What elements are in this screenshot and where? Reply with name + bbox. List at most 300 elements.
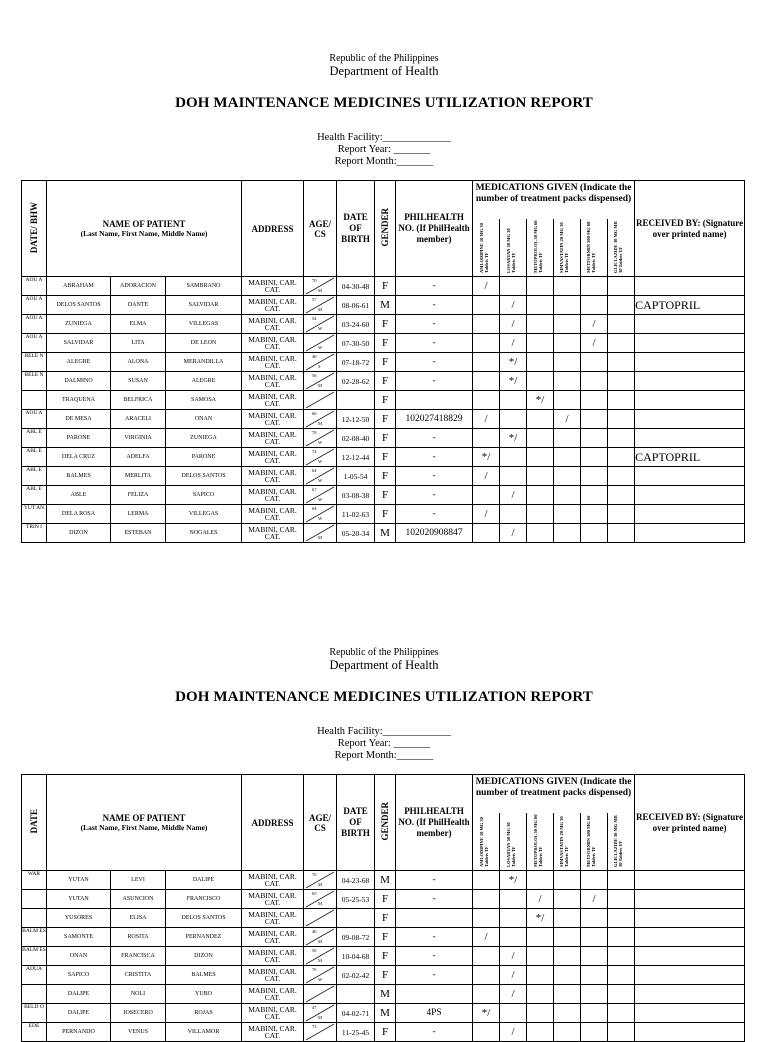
table-row xyxy=(22,985,745,1004)
age-cs-cell xyxy=(304,486,337,505)
med-mark-cell xyxy=(581,391,608,410)
last-name-cell: ONAN xyxy=(47,947,111,966)
gender-cell: M xyxy=(375,1004,396,1023)
gender-cell: F xyxy=(375,277,396,296)
civil-status-value: M xyxy=(318,288,323,293)
received-by-cell xyxy=(635,429,745,448)
med-mark-cell xyxy=(554,890,581,909)
med-mark-cell xyxy=(527,1004,554,1023)
med-mark-cell xyxy=(554,909,581,928)
med-mark-cell xyxy=(608,410,635,429)
age-cs-cell xyxy=(304,372,337,391)
med-mark-cell xyxy=(527,524,554,543)
med-mark-cell xyxy=(473,315,500,334)
table-row xyxy=(22,467,745,486)
med-mark-cell xyxy=(581,928,608,947)
bhw-cell: AOU A xyxy=(22,334,47,353)
bhw-cell: YUT AN xyxy=(22,505,47,524)
med-mark-cell xyxy=(527,486,554,505)
table-body xyxy=(22,871,745,1042)
address-cell: MABINI, CAR. CAT. xyxy=(242,909,304,928)
table-row xyxy=(22,966,745,985)
table-row xyxy=(22,928,745,947)
med-mark-cell xyxy=(554,296,581,315)
table-row xyxy=(22,277,745,296)
received-by-cell xyxy=(635,947,745,966)
med-mark-cell xyxy=(500,467,527,486)
table-row xyxy=(22,871,745,890)
gender-cell: F xyxy=(375,966,396,985)
med-mark-cell: / xyxy=(500,334,527,353)
gender-header: GENDER xyxy=(375,181,396,277)
med-col-5: METFORMIN 500 MG 60 Tablets TF xyxy=(586,221,597,273)
middle-name-cell: DELOS SANTOS xyxy=(166,467,242,486)
philhealth-cell: - xyxy=(396,429,473,448)
gender-cell: F xyxy=(375,928,396,947)
med-mark-cell xyxy=(608,928,635,947)
med-mark-cell xyxy=(500,505,527,524)
first-name-cell: CRISTITA xyxy=(111,966,166,985)
age-value: 50 xyxy=(312,948,317,953)
bhw-cell xyxy=(22,391,47,410)
address-cell: MABINI, CAR. CAT. xyxy=(242,486,304,505)
age-cs-cell xyxy=(304,448,337,467)
med-mark-cell xyxy=(608,467,635,486)
med-mark-cell xyxy=(608,391,635,410)
address-cell: MABINI, CAR. CAT. xyxy=(242,372,304,391)
med-mark-cell: / xyxy=(554,410,581,429)
philhealth-cell: - xyxy=(396,486,473,505)
med-mark-cell: */ xyxy=(500,871,527,890)
med-mark-cell xyxy=(473,486,500,505)
civil-status-value: W xyxy=(318,345,323,350)
med-mark-cell xyxy=(554,1004,581,1023)
table-row xyxy=(22,1023,745,1042)
philhealth-cell: - xyxy=(396,467,473,486)
civil-status-value: M xyxy=(318,307,323,312)
address-cell: MABINI, CAR. CAT. xyxy=(242,467,304,486)
table-row xyxy=(22,353,745,372)
gender-cell: F xyxy=(375,372,396,391)
last-name-cell: DIZON xyxy=(47,524,111,543)
first-name-cell: ADELFA xyxy=(111,448,166,467)
first-name-cell: LERMA xyxy=(111,505,166,524)
report-title: DOH MAINTENANCE MEDICINES UTILIZATION REPORT xyxy=(175,95,593,111)
gender-cell: F xyxy=(375,890,396,909)
header-row xyxy=(22,181,745,277)
date-header: DATE xyxy=(22,775,47,871)
med-mark-cell xyxy=(581,505,608,524)
med-mark-cell: */ xyxy=(500,372,527,391)
middle-name-cell: ALEGRE xyxy=(166,372,242,391)
med-mark-cell: / xyxy=(500,985,527,1004)
received-by-cell xyxy=(635,985,745,1004)
bhw-cell: AOU A xyxy=(22,277,47,296)
address-cell: MABINI, CAR. CAT. xyxy=(242,277,304,296)
med-mark-cell xyxy=(581,1004,608,1023)
received-by-cell xyxy=(635,1004,745,1023)
bhw-cell: AOU A xyxy=(22,296,47,315)
med-mark-cell xyxy=(581,372,608,391)
med-mark-cell xyxy=(608,890,635,909)
gender-cell: F xyxy=(375,486,396,505)
gender-cell: F xyxy=(375,505,396,524)
medications-header: MEDICATIONS GIVEN (Indicate the number of treatment packs dispensed) AMLODIPINE 10 MG 30 Tablets TF LOSARTAN 50 MG 30 Tablets TF METOPROLOL 50 MG 60 Tablets TF SIMVASTATIN 20 MG 30 Tablets TF METFORMIN 500 MG 60 Tablets TF GLICLAZIDE 30 MG MR 30 Tablets TF xyxy=(473,181,635,277)
med-mark-cell xyxy=(473,1023,500,1042)
table-row xyxy=(22,909,745,928)
med-mark-cell xyxy=(473,296,500,315)
gender-cell: M xyxy=(375,985,396,1004)
last-name-cell: BALMES xyxy=(47,467,111,486)
med-mark-cell xyxy=(500,410,527,429)
med-mark-cell xyxy=(527,1023,554,1042)
med-mark-cell xyxy=(527,467,554,486)
bhw-cell: BELE N xyxy=(22,353,47,372)
med-mark-cell xyxy=(473,871,500,890)
med-mark-cell: */ xyxy=(527,909,554,928)
med-mark-cell: / xyxy=(500,966,527,985)
gender-cell: F xyxy=(375,448,396,467)
med-mark-cell xyxy=(581,467,608,486)
med-col-2: LOSARTAN 50 MG 30 Tablets TF xyxy=(505,822,516,867)
med-mark-cell xyxy=(554,1023,581,1042)
philhealth-cell: - xyxy=(396,277,473,296)
philhealth-cell: 102020908847 xyxy=(396,524,473,543)
med-col-6: GLICLAZIDE 30 MG MR 30 Tablets TF xyxy=(613,815,624,867)
med-mark-cell xyxy=(527,947,554,966)
med-mark-cell xyxy=(608,985,635,1004)
last-name-cell: PARONE xyxy=(47,429,111,448)
report-year-field: Report Year: _______ xyxy=(337,144,431,155)
utilization-table xyxy=(21,180,745,543)
dob-cell: 04-02-71 xyxy=(337,1004,375,1023)
gender-cell: F xyxy=(375,429,396,448)
philhealth-cell: - xyxy=(396,890,473,909)
received-by-cell xyxy=(635,871,745,890)
med-mark-cell xyxy=(581,410,608,429)
age-cs-cell xyxy=(304,429,337,448)
middle-name-cell: SAPICO xyxy=(166,486,242,505)
table-row xyxy=(22,296,745,315)
med-mark-cell: */ xyxy=(473,1004,500,1023)
age-value: 74 xyxy=(312,449,317,454)
table-row xyxy=(22,429,745,448)
med-mark-cell xyxy=(554,467,581,486)
bhw-cell: BALM ES xyxy=(22,928,47,947)
bhw-cell: BALM ES xyxy=(22,947,47,966)
middle-name-cell: DIZON xyxy=(166,947,242,966)
med-mark-cell xyxy=(554,947,581,966)
med-mark-cell xyxy=(581,486,608,505)
last-name-cell: DELA ROSA xyxy=(47,505,111,524)
last-name-cell: ZUNIEGA xyxy=(47,315,111,334)
med-mark-cell xyxy=(473,524,500,543)
report-year-field: Report Year: _______ xyxy=(337,738,431,749)
dob-cell: 11-02-63 xyxy=(337,505,375,524)
age-value: 46 xyxy=(312,354,317,359)
med-mark-cell xyxy=(581,524,608,543)
department-heading: Department of Health xyxy=(329,64,439,78)
med-mark-cell xyxy=(608,1023,635,1042)
middle-name-cell: SAMBRANO xyxy=(166,277,242,296)
dob-cell: 1-05-54 xyxy=(337,467,375,486)
age-cs-cell xyxy=(304,909,337,928)
dob-cell: 04-23-68 xyxy=(337,871,375,890)
age-value: 66 xyxy=(312,411,317,416)
gender-cell: F xyxy=(375,909,396,928)
middle-name-cell: DE LEON xyxy=(166,334,242,353)
med-mark-cell: / xyxy=(500,1023,527,1042)
bhw-cell: ABL E xyxy=(22,448,47,467)
age-cs-cell xyxy=(304,966,337,985)
med-mark-cell xyxy=(581,966,608,985)
med-mark-cell: / xyxy=(500,947,527,966)
civil-status-value: W xyxy=(318,459,323,464)
civil-status-value: M xyxy=(318,882,323,887)
address-cell: MABINI, CAR. CAT. xyxy=(242,391,304,410)
first-name-cell: JOSECERO xyxy=(111,1004,166,1023)
received-by-header: RECEIVED BY: (Signature over printed name) xyxy=(635,775,745,871)
first-name-cell: LEVI xyxy=(111,871,166,890)
med-mark-cell xyxy=(473,890,500,909)
age-cs-cell xyxy=(304,505,337,524)
address-cell: MABINI, CAR. CAT. xyxy=(242,1023,304,1042)
med-mark-cell xyxy=(581,871,608,890)
address-cell: MABINI, CAR. CAT. xyxy=(242,985,304,1004)
table-row xyxy=(22,505,745,524)
middle-name-cell: ONAN xyxy=(166,410,242,429)
civil-status-value: M xyxy=(318,383,323,388)
bhw-cell: BELE N xyxy=(22,372,47,391)
bhw-cell: ADUA xyxy=(22,966,47,985)
med-mark-cell: / xyxy=(500,296,527,315)
med-mark-cell xyxy=(608,372,635,391)
age-cs-cell xyxy=(304,524,337,543)
dob-cell: 12-12-50 xyxy=(337,410,375,429)
age-cs-cell xyxy=(304,890,337,909)
philhealth-cell: - xyxy=(396,928,473,947)
dob-cell xyxy=(337,985,375,1004)
med-mark-cell xyxy=(554,486,581,505)
first-name-cell: DANTE xyxy=(111,296,166,315)
med-mark-cell xyxy=(581,277,608,296)
first-name-cell: LITA xyxy=(111,334,166,353)
civil-status-value: M xyxy=(318,1015,323,1020)
address-cell: MABINI, CAR. CAT. xyxy=(242,353,304,372)
middle-name-cell: YUBO xyxy=(166,985,242,1004)
med-mark-cell xyxy=(473,372,500,391)
med-mark-cell xyxy=(527,928,554,947)
age-value: 76 xyxy=(312,967,317,972)
table-row xyxy=(22,1004,745,1023)
gender-cell: M xyxy=(375,871,396,890)
last-name-cell: ALEGRE xyxy=(47,353,111,372)
address-header: ADDRESS xyxy=(242,775,304,871)
med-mark-cell xyxy=(608,334,635,353)
age-cs-cell xyxy=(304,391,337,410)
gender-cell: F xyxy=(375,947,396,966)
received-by-cell: CAPTOPRIL xyxy=(635,448,745,467)
middle-name-cell: SALVIDAR xyxy=(166,296,242,315)
age-cs-cell xyxy=(304,928,337,947)
med-mark-cell xyxy=(608,296,635,315)
address-cell: MABINI, CAR. CAT. xyxy=(242,947,304,966)
gender-cell: M xyxy=(375,524,396,543)
last-name-cell: DELA CRUZ xyxy=(47,448,111,467)
first-name-cell: ASUNCION xyxy=(111,890,166,909)
republic-heading: Republic of the Philippines xyxy=(329,53,439,64)
philhealth-cell: - xyxy=(396,947,473,966)
dob-cell: 05-25-53 xyxy=(337,890,375,909)
med-mark-cell xyxy=(527,315,554,334)
received-by-cell xyxy=(635,1023,745,1042)
med-col-3: METOPROLOL 50 MG 60 Tablets TF xyxy=(532,814,543,867)
last-name-cell: ABRAHAM xyxy=(47,277,111,296)
med-mark-cell xyxy=(608,871,635,890)
last-name-cell: PERNANDO xyxy=(47,1023,111,1042)
med-mark-cell xyxy=(608,1004,635,1023)
dob-cell xyxy=(337,909,375,928)
age-value: 57 xyxy=(312,297,317,302)
age-value: 54 xyxy=(312,316,317,321)
age-value: 78 xyxy=(312,430,317,435)
med-mark-cell xyxy=(473,334,500,353)
med-mark-cell xyxy=(554,353,581,372)
med-mark-cell: / xyxy=(500,486,527,505)
report-title: DOH MAINTENANCE MEDICINES UTILIZATION REPORT xyxy=(175,689,593,705)
first-name-cell: BELFRICA xyxy=(111,391,166,410)
med-mark-cell: / xyxy=(473,505,500,524)
philhealth-cell: 102027418829 xyxy=(396,410,473,429)
age-cs-cell xyxy=(304,871,337,890)
med-col-4: SIMVASTATIN 20 MG 30 Tablets TF xyxy=(559,222,570,273)
philhealth-cell: - xyxy=(396,334,473,353)
first-name-cell: ELISA xyxy=(111,909,166,928)
utilization-table xyxy=(21,774,745,1042)
address-cell: MABINI, CAR. CAT. xyxy=(242,890,304,909)
med-mark-cell xyxy=(500,391,527,410)
middle-name-cell: FRANCISCO xyxy=(166,890,242,909)
med-mark-cell: */ xyxy=(500,429,527,448)
middle-name-cell: SAMOSA xyxy=(166,391,242,410)
civil-status-value: M xyxy=(318,901,323,906)
dob-cell: 02-08-40 xyxy=(337,429,375,448)
med-mark-cell xyxy=(608,277,635,296)
med-mark-cell: / xyxy=(581,334,608,353)
address-cell: MABINI, CAR. CAT. xyxy=(242,296,304,315)
med-mark-cell xyxy=(473,353,500,372)
philhealth-cell xyxy=(396,391,473,410)
med-mark-cell xyxy=(527,277,554,296)
republic-heading: Republic of the Philippines xyxy=(329,647,439,658)
med-mark-cell xyxy=(581,1023,608,1042)
table-row xyxy=(22,334,745,353)
age-value: 46 xyxy=(312,929,317,934)
first-name-cell: ADORACION xyxy=(111,277,166,296)
bhw-cell: ABL E xyxy=(22,486,47,505)
philhealth-cell xyxy=(396,985,473,1004)
med-mark-cell xyxy=(608,429,635,448)
med-mark-cell xyxy=(581,448,608,467)
med-mark-cell xyxy=(581,909,608,928)
last-name-cell: DALIPE xyxy=(47,985,111,1004)
middle-name-cell: VILLEGAS xyxy=(166,505,242,524)
bhw-cell xyxy=(22,890,47,909)
med-mark-cell xyxy=(527,296,554,315)
philhealth-cell: - xyxy=(396,1023,473,1042)
civil-status-value: S xyxy=(318,364,321,369)
age-value: 70 xyxy=(312,278,317,283)
med-mark-cell xyxy=(500,448,527,467)
med-mark-cell: / xyxy=(581,890,608,909)
med-mark-cell xyxy=(554,429,581,448)
gender-cell: F xyxy=(375,1023,396,1042)
address-cell: MABINI, CAR. CAT. xyxy=(242,1004,304,1023)
age-value: 65 xyxy=(312,891,317,896)
civil-status-value: W xyxy=(318,440,323,445)
med-mark-cell xyxy=(554,334,581,353)
received-by-cell: CAPTOPRIL xyxy=(635,296,745,315)
last-name-cell: TRAQUENA xyxy=(47,391,111,410)
first-name-cell: NOLI xyxy=(111,985,166,1004)
bhw-cell: AOU A xyxy=(22,410,47,429)
middle-name-cell: ZUNIEGA xyxy=(166,429,242,448)
last-name-cell: SALVIDAR xyxy=(47,334,111,353)
civil-status-value: W xyxy=(318,497,323,502)
med-col-3: METOPROLOL 50 MG 60 Tablets TF xyxy=(532,220,543,273)
bhw-cell xyxy=(22,985,47,1004)
med-mark-cell xyxy=(554,315,581,334)
gender-cell: F xyxy=(375,334,396,353)
received-by-cell xyxy=(635,353,745,372)
med-mark-cell xyxy=(500,277,527,296)
age-cs-cell xyxy=(304,1004,337,1023)
med-mark-cell xyxy=(527,448,554,467)
age-header: AGE/ CS xyxy=(304,181,337,277)
gender-cell: F xyxy=(375,391,396,410)
med-mark-cell: / xyxy=(473,277,500,296)
med-col-2: LOSARTAN 50 MG 30 Tablets TF xyxy=(505,228,516,273)
age-cs-cell xyxy=(304,947,337,966)
gender-cell: M xyxy=(375,296,396,315)
age-cs-cell xyxy=(304,1023,337,1042)
philhealth-cell: - xyxy=(396,296,473,315)
dob-cell: 05-20-34 xyxy=(337,524,375,543)
medications-header: MEDICATIONS GIVEN (Indicate the number of treatment packs dispensed) AMLODIPINE 10 MG 30 Tablets TF LOSARTAN 50 MG 30 Tablets TF METOPROLOL 50 MG 60 Tablets TF SIMVASTATIN 20 MG 30 Tablets TF METFORMIN 500 MG 60 Tablets TF GLICLAZIDE 30 MG MR 30 Tablets TF xyxy=(473,775,635,871)
dob-cell: 04-30-48 xyxy=(337,277,375,296)
dob-cell: 07-30-50 xyxy=(337,334,375,353)
civil-status-value: M xyxy=(318,421,323,426)
med-mark-cell xyxy=(554,966,581,985)
med-mark-cell xyxy=(554,524,581,543)
med-mark-cell: / xyxy=(581,315,608,334)
health-facility-field: Health Facility:_____________ xyxy=(317,726,451,737)
table-row xyxy=(22,486,745,505)
age-value: 56 xyxy=(312,373,317,378)
dob-cell: 10-04-68 xyxy=(337,947,375,966)
age-cs-cell xyxy=(304,315,337,334)
header-row xyxy=(22,775,745,871)
med-mark-cell xyxy=(473,985,500,1004)
patient-name-header: NAME OF PATIENT (Last Name, First Name, Middle Name) xyxy=(47,181,242,277)
gender-cell: F xyxy=(375,467,396,486)
received-by-cell xyxy=(635,966,745,985)
received-by-cell xyxy=(635,524,745,543)
bhw-cell xyxy=(22,909,47,928)
address-cell: MABINI, CAR. CAT. xyxy=(242,448,304,467)
last-name-cell: DELOS SANTOS xyxy=(47,296,111,315)
philhealth-cell: - xyxy=(396,372,473,391)
